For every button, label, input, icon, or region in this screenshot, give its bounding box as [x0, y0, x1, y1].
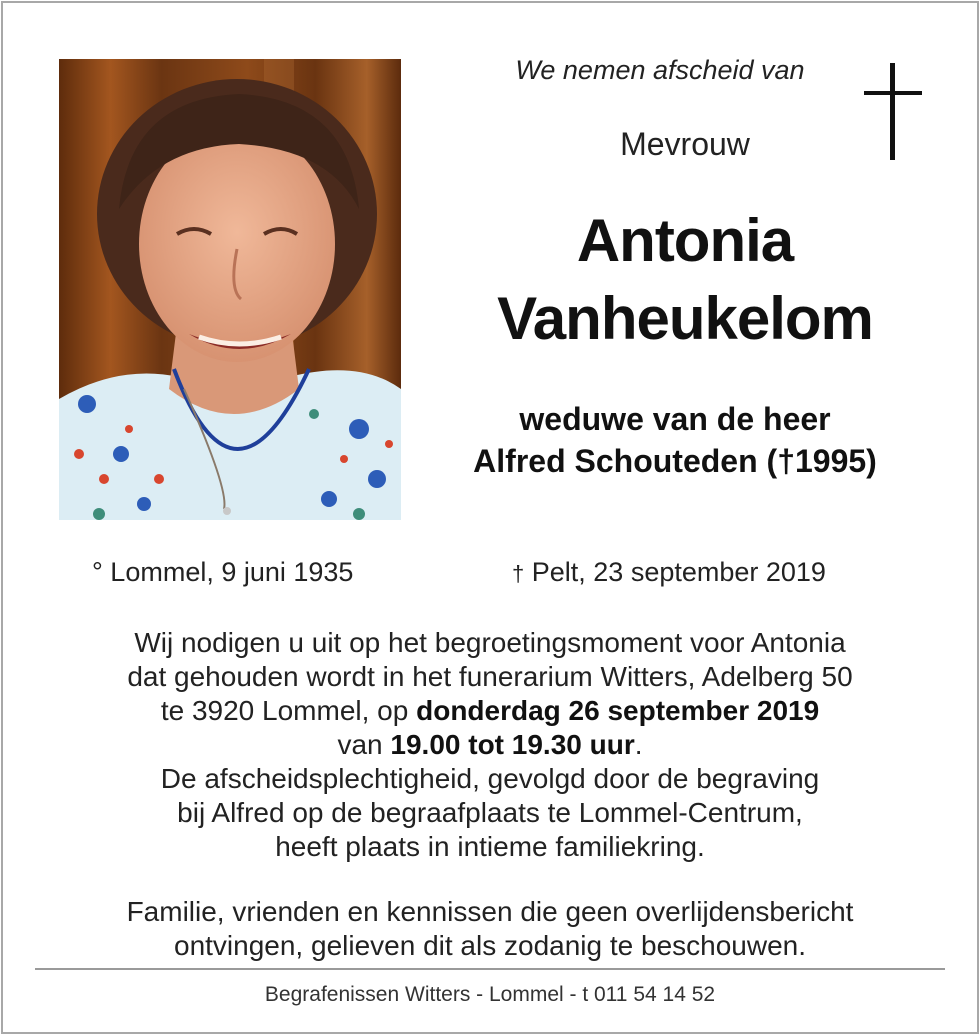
invitation-line-4 — [40, 728, 940, 762]
invitation-line-6: bij Alfred op de begraafplaats te Lommel-Centrum, — [177, 797, 803, 828]
invitation-time: 19.00 tot 19.30 uur — [390, 729, 635, 760]
closing-text — [40, 895, 940, 963]
salutation: Mevrouw — [620, 126, 750, 162]
first-name: Antonia — [576, 207, 794, 274]
invitation-line-2: dat gehouden wordt in het funerarium Witters, Adelberg 50 — [127, 661, 853, 692]
closing-line-2: ontvingen, gelieven dit als zodanig te beschouwen. — [174, 930, 806, 961]
footer-divider — [35, 968, 945, 970]
portrait-photo — [59, 59, 401, 520]
death-text: Pelt, 23 september 2019 — [524, 557, 826, 587]
invitation-line-1: Wij nodigen u uit op het begroetingsmoment voor Antonia — [134, 627, 846, 658]
invitation-text — [40, 626, 940, 864]
widow-line-2: Alfred Schouteden (†1995) — [473, 443, 877, 479]
intro-text: We nemen afscheid van — [515, 55, 805, 85]
invitation-line-3 — [40, 694, 940, 728]
invitation-line-5: De afscheidsplechtigheid, gevolgd door de begraving — [160, 763, 820, 794]
invitation-line-4-pre: van — [337, 729, 391, 760]
invitation-line-4-post: . — [634, 729, 643, 760]
birth-info: ° Lommel, 9 juni 1935 — [92, 557, 354, 587]
widow-of — [410, 398, 940, 482]
invitation-line-7: heeft plaats in intieme familiekring. — [275, 831, 705, 862]
invitation-date: donderdag 26 september 2019 — [416, 695, 820, 726]
footer-text: Begrafenissen Witters - Lommel - t 011 54 14 52 — [264, 983, 716, 1006]
last-name: Vanheukelom — [497, 285, 873, 352]
closing-line-1: Familie, vrienden en kennissen die geen overlijdensbericht — [126, 896, 854, 927]
invitation-line-3-pre: te 3920 Lommel, op — [160, 695, 417, 726]
dagger-icon: † — [512, 561, 525, 586]
deceased-name — [420, 202, 950, 358]
widow-line-1: weduwe van de heer — [519, 401, 831, 437]
death-info — [512, 557, 826, 588]
